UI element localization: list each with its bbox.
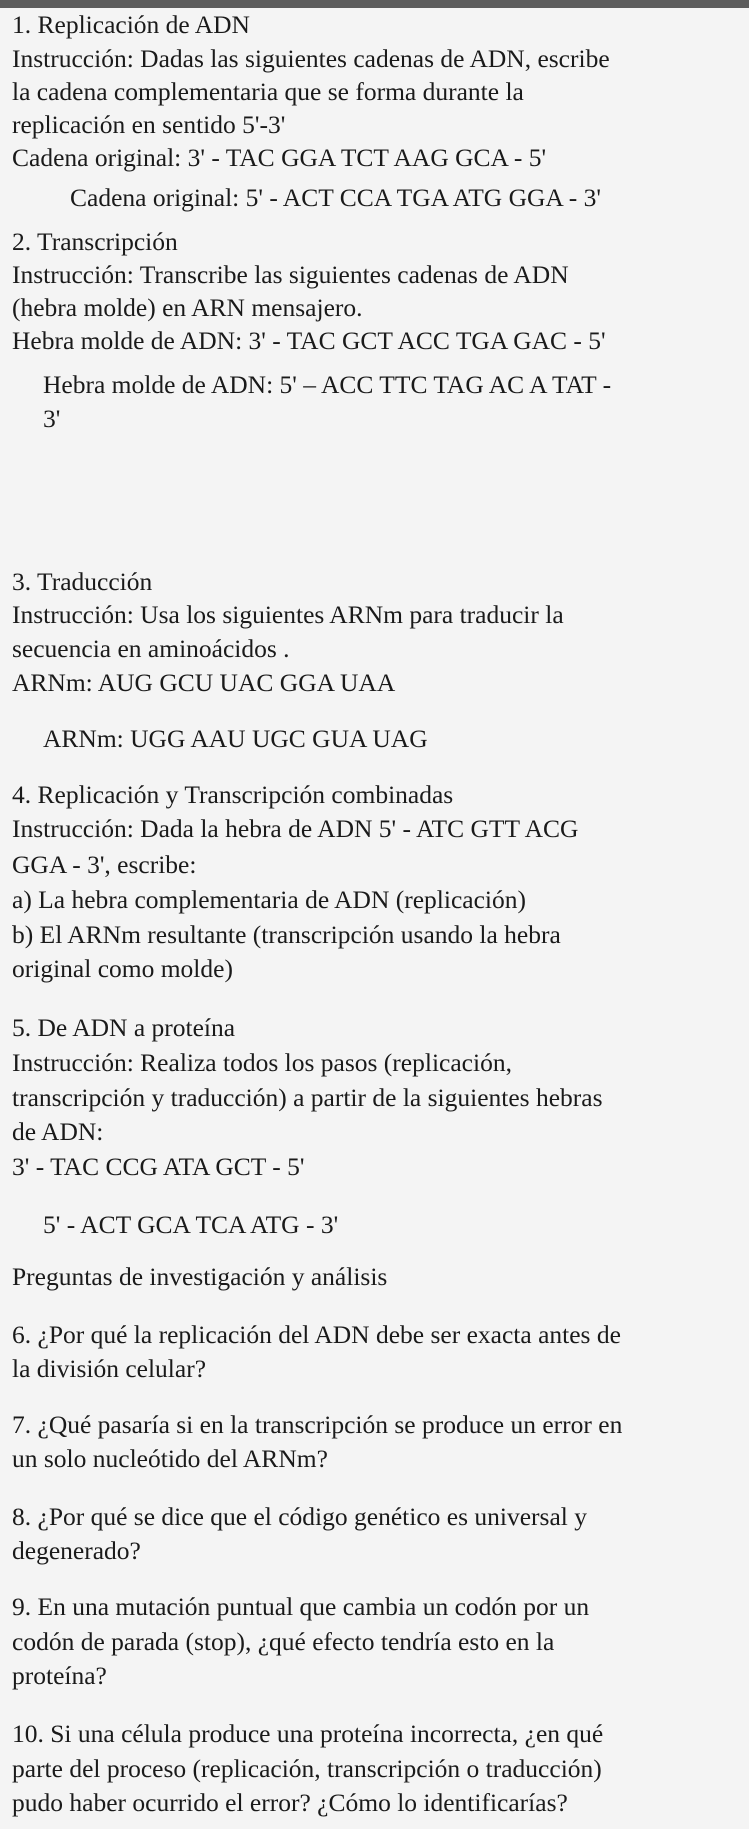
section-4-item-b-line: original como molde) [12,954,233,983]
section-5-strand-a: 3' - TAC CCG ATA GCT - 5' [12,1152,305,1181]
section-3-mrna-b: ARNm: UGG AAU UGC GUA UAG [43,724,428,753]
question-line: 6. ¿Por qué la replicación del ADN debe ser exacta antes de [12,1320,621,1349]
question-line: codón de parada (stop), ¿qué efecto tendría esto en la [12,1627,555,1656]
research-heading: Preguntas de investigación y análisis [12,1262,388,1291]
question-line: pudo haber ocurrido el error? ¿Cómo lo identificarías? [12,1788,568,1817]
section-1-heading: 1. Replicación de ADN [12,10,250,39]
section-4-heading: 4. Replicación y Transcripción combinadas [12,780,454,809]
question-line: 8. ¿Por qué se dice que el código genético es universal y [12,1502,587,1531]
section-1-instruction-line: replicación en sentido 5'-3' [12,110,286,139]
section-5-instruction-line: transcripción y traducción) a partir de la siguientes hebras [12,1083,603,1112]
section-2-strand-a: Hebra molde de ADN: 3' - TAC GCT ACC TGA GAC - 5' [12,326,606,355]
question-line: un solo nucleótido del ARNm? [12,1444,328,1473]
question-line: degenerado? [12,1536,141,1565]
section-2-strand-b-line: Hebra molde de ADN: 5' – ACC TTC TAG AC A TAT - [43,370,612,399]
section-3-instruction-line: secuencia en aminoácidos . [12,634,290,663]
section-5-strand-b: 5' - ACT GCA TCA ATG - 3' [43,1210,339,1239]
section-1-strand-a: Cadena original: 3' - TAC GGA TCT AAG GCA - 5' [12,143,547,172]
section-4-item-a: a) La hebra complementaria de ADN (replicación) [12,885,526,914]
section-2-instruction-line: Instrucción: Transcribe las siguientes cadenas de ADN [12,260,569,289]
question-line: proteína? [12,1661,107,1690]
section-3-mrna-a: ARNm: AUG GCU UAC GGA UAA [12,668,396,697]
question-line: la división celular? [12,1354,207,1383]
section-3-instruction-line: Instrucción: Usa los siguientes ARNm para traducir la [12,600,564,629]
section-2-strand-b-line: 3' [43,404,61,433]
section-3-heading: 3. Traducción [12,567,153,596]
section-4-instruction-line: Instrucción: Dada la hebra de ADN 5' - ATC GTT ACG [12,814,579,843]
section-5-instruction-line: Instrucción: Realiza todos los pasos (replicación, [12,1048,512,1077]
section-4-instruction-line: GGA - 3', escribe: [12,850,197,879]
question-line: 10. Si una célula produce una proteína incorrecta, ¿en qué [12,1719,604,1748]
section-5-instruction-line: de ADN: [12,1117,104,1146]
section-1-instruction-line: Instrucción: Dadas las siguientes cadenas de ADN, escribe [12,44,610,73]
question-line: 7. ¿Qué pasaría si en la transcripción se produce un error en [12,1410,623,1439]
question-line: 9. En una mutación puntual que cambia un codón por un [12,1592,590,1621]
section-2-heading: 2. Transcripción [12,227,178,256]
section-5-heading: 5. De ADN a proteína [12,1013,236,1042]
question-line: parte del proceso (replicación, transcripción o traducción) [12,1754,602,1783]
section-1-instruction-line: la cadena complementaria que se forma durante la [12,77,524,106]
section-4-item-b-line: b) El ARNm resultante (transcripción usando la hebra [12,920,561,949]
section-1-strand-b: Cadena original: 5' - ACT CCA TGA ATG GGA - 3' [70,183,601,212]
section-2-instruction-line: (hebra molde) en ARN mensajero. [12,293,363,322]
